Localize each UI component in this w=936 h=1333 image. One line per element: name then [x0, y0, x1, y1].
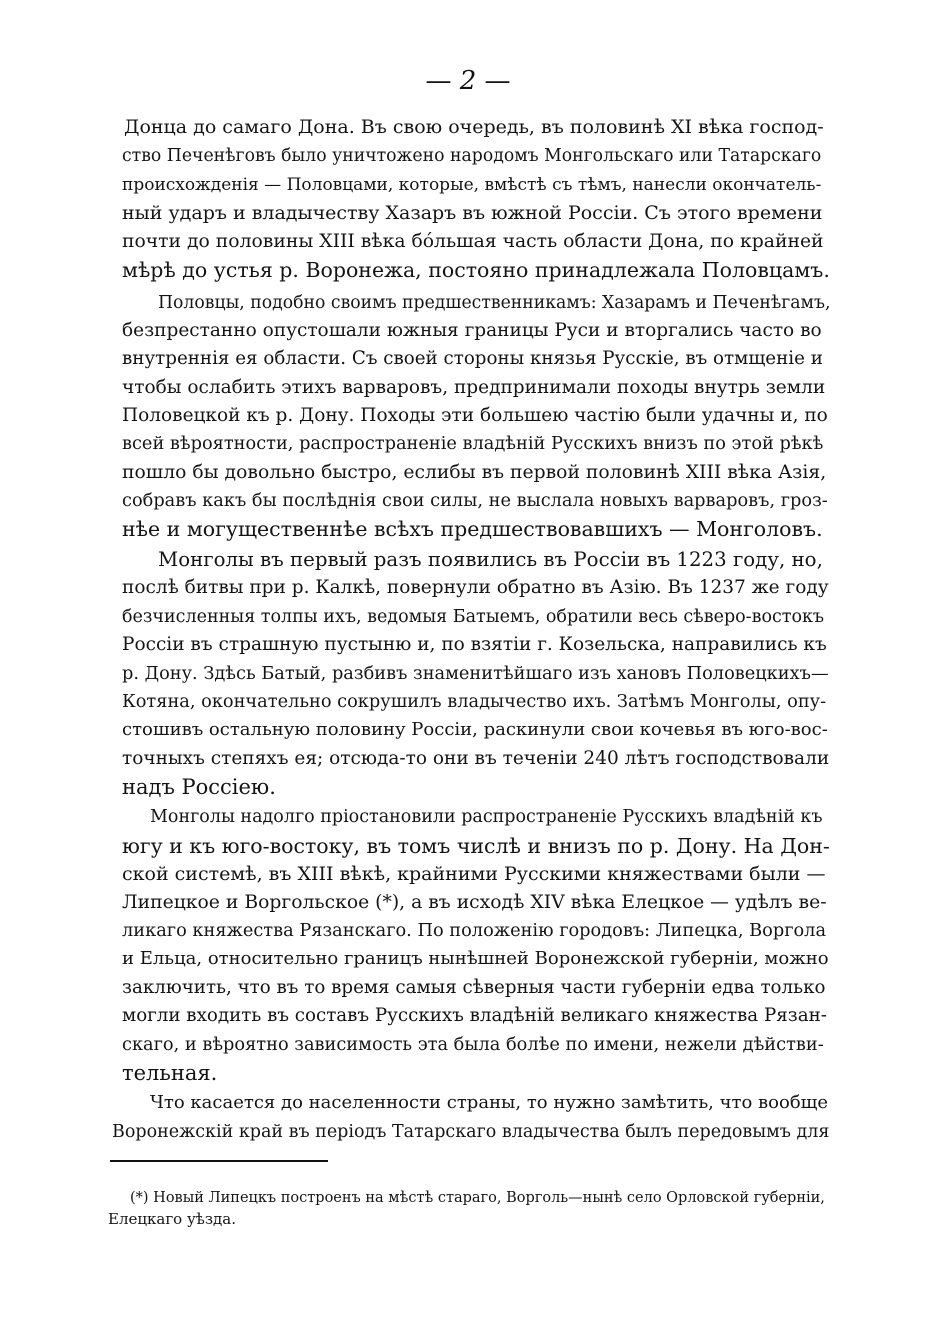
- footnote-line: Елецкаго уѣзда.: [108, 1210, 236, 1228]
- page-number: — 2 —: [425, 66, 511, 96]
- text-line: безчисленныя толпы ихъ, ведомыя Батыемъ, обратили весь сѣверо-востокъ: [122, 607, 825, 627]
- text-line: Что касается до населенности страны, то нужно замѣтить, что вообще: [150, 1092, 829, 1113]
- text-line: Липецкое и Воргольское (*), а въ исходѣ XIV вѣка Елецкое — удѣлъ ве-: [122, 892, 827, 913]
- text-line: ный ударъ и владычеству Хазаръ въ южной Россіи. Съ этого времени: [122, 202, 823, 224]
- text-line: могли входить въ составъ Русскихъ владѣній великаго княжества Рязан-: [122, 1005, 827, 1026]
- text-line: Монголы въ первый разъ появились въ Россіи въ 1223 году, но,: [158, 548, 823, 571]
- text-line: безпрестанно опустошали южныя границы Руси и вторгались часто во: [122, 320, 822, 341]
- text-line: ской системѣ, въ XIII вѣкѣ, крайними Русскими княжествами были —: [122, 863, 826, 885]
- text-line: нѣе и могущественнѣе всѣхъ предшествовавшихъ — Монголовъ.: [122, 517, 823, 541]
- text-line: внутреннія ея области. Съ своей стороны князья Русскіе, въ отмщеніе и: [122, 348, 823, 369]
- text-line: Воронежскій край въ періодъ Татарскаго владычества былъ передовымъ для: [112, 1122, 830, 1142]
- text-line: югу и къ юго-востоку, въ томъ числѣ и внизъ по р. Дону. На Дон-: [122, 834, 830, 858]
- text-line: Монголы надолго пріостановили распространеніе Русскихъ владѣній къ: [150, 807, 823, 827]
- text-line: надъ Россіею.: [122, 775, 276, 799]
- text-line: всей вѣроятности, распространеніе владѣній Русскихъ внизъ по этой рѣкѣ: [122, 434, 824, 454]
- text-line: р. Дону. Здѣсь Батый, разбивъ знаменитѣйшаго изъ хановъ Половецкихъ—: [122, 664, 829, 684]
- text-line: Котяна, окончательно сокрушилъ владычество ихъ. Затѣмъ Монголы, опу-: [122, 692, 827, 712]
- text-line: послѣ битвы при р. Калкѣ, повернули обратно въ Азію. Въ 1237 же году: [122, 577, 829, 598]
- text-line: чтобы ослабить этихъ варваровъ, предпринимали походы внутрь земли: [122, 377, 826, 398]
- footnote-line: (*) Новый Липецкъ построенъ на мѣстѣ стараго, Ворголь—нынѣ село Орловской губерніи,: [130, 1190, 825, 1206]
- text-line: Россіи въ страшную пустыню и, по взятіи г. Козельска, направились къ: [122, 634, 827, 655]
- text-line: Половецкой къ р. Дону. Походы эти большею частію были удачны и, по: [122, 405, 828, 426]
- text-line: стошивъ остальную половину Россіи, раскинули свои кочевья въ юго-вос-: [122, 719, 828, 740]
- footnote-divider: [110, 1160, 328, 1162]
- text-line: ликаго княжества Рязанскаго. По положенію городовъ: Липецка, Воргола: [122, 921, 827, 941]
- text-line: и Ельца, относительно границъ нынѣшней Воронежской губерніи, можно: [122, 948, 829, 969]
- text-line: Донца до самаго Дона. Въ свою очередь, въ половинѣ XI вѣка господ-: [124, 116, 824, 138]
- text-line: Половцы, подобно своимъ предшественникамъ: Хазарамъ и Печенѣгамъ,: [158, 293, 831, 313]
- text-line: скаго, и вѣроятно зависимость эта была болѣе по имени, нежели дѣйстви-: [122, 1035, 824, 1055]
- text-line: заключить, что въ то время самыя сѣверныя части губерніи едва только: [122, 977, 826, 998]
- text-line: тельная.: [122, 1061, 218, 1085]
- text-line: точныхъ степяхъ ея; отсюда-то они въ теченіи 240 лѣтъ господствовали: [122, 748, 830, 769]
- text-line: пошло бы довольно быстро, еслибы въ первой половинѣ XIII вѣка Азія,: [122, 462, 827, 483]
- text-line: ство Печенѣговъ было уничтожено народомъ Монгольскаго или Татарскаго: [122, 146, 822, 166]
- text-line: собравъ какъ бы послѣднія свои силы, не выслала новыхъ варваровъ, гроз-: [122, 491, 828, 511]
- text-line: мѣрѣ до устья р. Воронежа, постояно принадлежала Половцамъ.: [122, 258, 830, 282]
- text-line: почти до половины XIII вѣка бо́льшая часть области Дона, по крайней: [122, 231, 824, 252]
- text-line: происхожденія — Половцами, которые, вмѣстѣ съ тѣмъ, нанесли окончатель-: [122, 175, 822, 195]
